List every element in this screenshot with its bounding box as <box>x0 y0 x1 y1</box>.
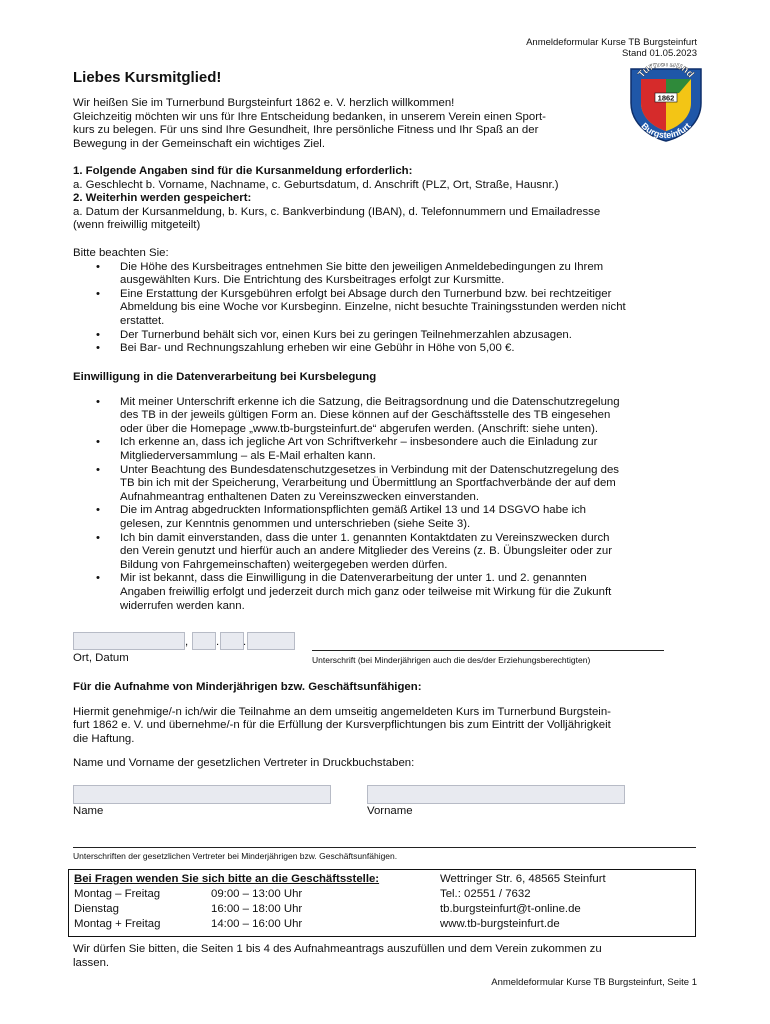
guardian-signature-label: Unterschriften der gesetzlichen Vertreter bei Minderjährigen bzw. Geschäftsunfähigen. <box>73 851 398 861</box>
notes-heading: Bitte beachten Sie: <box>73 247 169 259</box>
required-line: a. Geschlecht b. Vorname, Nachname, c. Geburtsdatum, d. Anschrift (PLZ, Ort, Straße, Hausnr.) <box>73 178 559 191</box>
guardian-firstname-input[interactable] <box>367 785 625 804</box>
date-separator: . <box>243 636 247 648</box>
hours-time: 09:00 – 13:00 Uhr <box>211 888 303 900</box>
hours-day: Montag + Freitag <box>74 918 161 930</box>
place-input[interactable] <box>73 632 185 650</box>
consent-list <box>73 396 688 614</box>
required-data-section <box>73 165 688 233</box>
year-input[interactable] <box>247 632 295 650</box>
office-email[interactable]: tb.burgsteinfurt@t-online.de <box>440 903 581 915</box>
list-item: • Mit meiner Unterschrift erkenne ich die Satzung, die Beitragsordnung und die Datenschutzregelung des TB in der jeweils gültigen Form an. Diese können auf der Geschäftsstelle des TB eingesehen oder über die Homepage „www.tb-burgsteinfurt.de“ abgerufen werden. (Anschrift: siehe unten). <box>73 396 688 437</box>
signature-label: Unterschrift (bei Minderjährigen auch die des/der Erziehungsberechtigten) <box>312 655 591 665</box>
header-title: Anmeldeformular Kurse TB Burgsteinfurt <box>526 37 697 48</box>
stored-line: (wenn freiwillig mitgeteilt) <box>73 219 201 232</box>
list-item: • Eine Erstattung der Kursgebühren erfolgt bei Absage durch den Turnerbund bzw. bei rechtzeitiger Abmeldung bis eine Woche vor Kursbeginn. Einzelne, nicht besuchte Trainingsstunden werden nicht erstattet. <box>73 288 688 329</box>
header-date: Stand 01.05.2023 <box>621 48 697 59</box>
list-item: • Bei Bar- und Rechnungszahlung erheben wir eine Gebühr in Höhe von 5,00 €. <box>73 342 688 356</box>
logo-bottom-text: Burgsteinfurt <box>639 120 693 141</box>
required-heading: 1. Folgende Angaben sind für die Kursanmeldung erforderlich: <box>73 165 413 177</box>
signature-line[interactable] <box>312 650 664 651</box>
intro-line: kurs zu belegen. Für uns sind Ihre Gesundheit, Ihre persönliche Fitness und Ihr Spaß an der <box>73 124 539 137</box>
list-item: • Die Höhe des Kursbeitrages entnehmen Sie bitte den jeweiligen Anmeldebedingungen zu Ihrem ausgewählten Kurs. Die Entrichtung des Kursbeitrages erfolgt zur Kursmitte. <box>73 261 688 288</box>
office-heading: Bei Fragen wenden Sie sich bitte an die Geschäftsstelle: <box>74 873 380 885</box>
intro-paragraph <box>73 97 688 151</box>
guardian-signature-line[interactable] <box>73 847 696 848</box>
consent-heading: Einwilligung in die Datenverarbeitung bei Kursbelegung <box>73 371 377 383</box>
page-title: Liebes Kursmitglied! <box>73 69 222 86</box>
hours-day: Montag – Freitag <box>74 888 161 900</box>
place-date-label: Ort, Datum <box>73 652 129 664</box>
name-label: Name <box>73 805 104 817</box>
list-item: • Unter Beachtung des Bundesdatenschutzgesetzes in Verbindung mit der Datenschutzregelung des TB bin ich mit der Speicherung, Verarbeitung und Übermittlung an Sportfachverbände der auf dem Aufnahmeantrag enthaltenen Daten zu Vereinszwecken einverstanden. <box>73 464 688 505</box>
office-website[interactable]: www.tb-burgsteinfurt.de <box>440 918 560 930</box>
date-separator: . <box>216 636 220 648</box>
firstname-label: Vorname <box>367 805 413 817</box>
intro-line: Wir heißen Sie im Turnerbund Burgsteinfurt 1862 e. V. herzlich willkommen! <box>73 97 455 109</box>
office-phone: Tel.: 02551 / 7632 <box>440 888 531 900</box>
office-info-box <box>68 869 696 937</box>
logo-year: 1862 <box>657 93 675 103</box>
hours-time: 16:00 – 18:00 Uhr <box>211 903 303 915</box>
list-item: • Ich erkenne an, dass ich jegliche Art von Schriftverkehr – insbesondere auch die Einladung zur Mitgliederversammlung – als E-Mail erhalten kann. <box>73 436 688 463</box>
notes-section <box>73 247 688 356</box>
names-prompt: Name und Vorname der gesetzlichen Vertreter in Druckbuchstaben: <box>73 757 415 770</box>
intro-line: Gleichzeitig möchten wir uns für Ihre Entscheidung bedanken, in unserem Verein einen Sport- <box>73 110 546 123</box>
page-footer: Anmeldeformular Kurse TB Burgsteinfurt, Seite 1 <box>491 977 697 988</box>
document-header <box>526 37 697 59</box>
notes-list <box>73 261 688 356</box>
stored-line: a. Datum der Kursanmeldung, b. Kurs, c. Bankverbindung (IBAN), d. Telefonnummern und Emailadresse <box>73 205 601 218</box>
list-item: • Mir ist bekannt, dass die Einwilligung in die Datenverarbeitung der unter 1. und 2. genannten Angaben freiwillig erfolgt und jederzeit durch mich ganz oder teilweise mit Wirkung für die Zukunft widerrufen werden kann. <box>73 572 688 613</box>
list-item: • Die im Antrag abgedruckten Informationspflichten gemäß Artikel 13 und 14 DSGVO habe ich gelesen, zur Kenntnis genommen und unterschrieben (siehe Seite 3). <box>73 504 688 531</box>
guardian-name-input[interactable] <box>73 785 331 804</box>
list-item: • Ich bin damit einverstanden, dass die unter 1. genannten Kontaktdaten zu Vereinszwecken durch den Verein genutzt und hierfür auch an andere Mitglieder des Vereins (z. B. Übungsleiter oder zur Bildung von Fahrgemeinschaften) weitergegeben werden dürfen. <box>73 532 688 573</box>
hours-time: 14:00 – 16:00 Uhr <box>211 918 303 930</box>
intro-line: Bewegung in der Gemeinschaft ein wichtiges Ziel. <box>73 137 325 150</box>
minors-text: Hiermit genehmige/-n ich/wir die Teilnahme an dem umseitig angemeldeten Kurs im Turnerbund Burgstein- furt 1862 e. V. und übernehme/-n für die Erfüllung der Kursverpflichtungen bis zum Eintritt der Volljährigkeit die Haftung. <box>73 705 611 745</box>
list-item: • Der Turnerbund behält sich vor, einen Kurs bei zu geringen Teilnehmerzahlen abzusagen. <box>73 329 688 343</box>
consent-section <box>73 371 688 613</box>
minors-heading: Für die Aufnahme von Minderjährigen bzw. Geschäftsunfähigen: <box>73 681 422 693</box>
minors-section <box>73 681 688 771</box>
stored-heading: 2. Weiterhin werden gespeichert: <box>73 192 252 205</box>
logo-top-text: Turnerbund <box>636 63 696 81</box>
closing-paragraph: Wir dürfen Sie bitten, die Seiten 1 bis 4 des Aufnahmeantrags auszufüllen und dem Verein zukommen zu lassen. <box>73 943 602 969</box>
month-input[interactable] <box>220 632 247 650</box>
hours-day: Dienstag <box>74 903 119 915</box>
day-input[interactable] <box>192 632 216 650</box>
date-separator: , <box>185 636 189 648</box>
office-address: Wettringer Str. 6, 48565 Steinfurt <box>440 873 606 885</box>
